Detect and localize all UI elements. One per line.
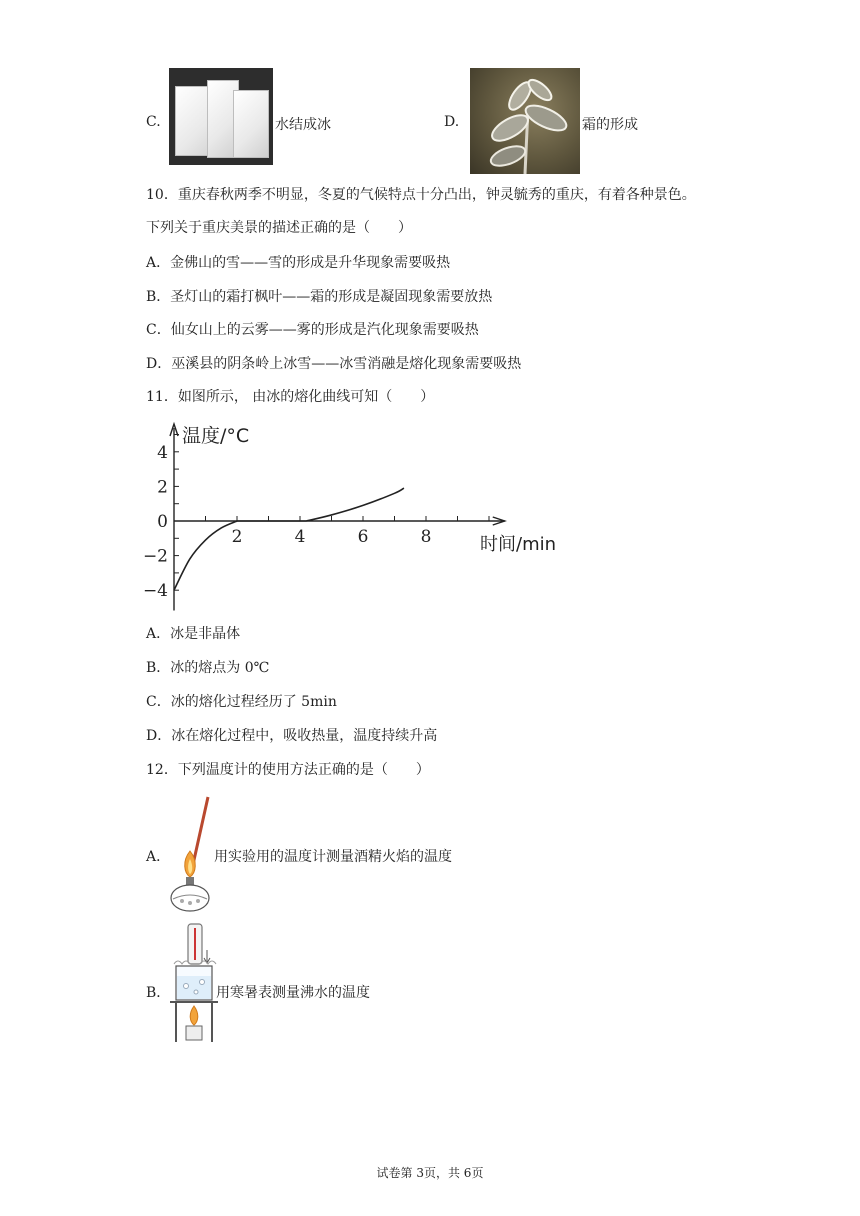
y-tick-label: −4 xyxy=(142,581,168,602)
q12-option-b-text: 用寒暑表测量沸水的温度 xyxy=(216,985,370,1001)
option-d-text: 霜的形成 xyxy=(582,117,638,133)
x-tick-label: 4 xyxy=(294,527,306,547)
q11-option-c: C．冰的熔化过程经历了 5min xyxy=(146,694,337,710)
melting-curve-segment xyxy=(306,488,404,521)
q10-stem-line1: 10．重庆春秋两季不明显，冬夏的气候特点十分凸出，钟灵毓秀的重庆，有着各种景色。 xyxy=(146,187,696,203)
y-tick-label: 4 xyxy=(157,442,168,463)
option-c-text: 水结成冰 xyxy=(275,117,331,133)
x-tick-label: 8 xyxy=(420,527,432,547)
q11-option-b: B．冰的熔点为 0℃ xyxy=(146,660,270,676)
q10-option-a: A．金佛山的雪——雪的形成是升华现象需要吸热 xyxy=(146,255,451,271)
x-tick-label: 6 xyxy=(357,527,369,547)
q12-option-a-letter: A． xyxy=(146,849,171,865)
melting-curve-segment xyxy=(174,521,237,590)
q12-stem: 12．下列温度计的使用方法正确的是（ ） xyxy=(146,762,430,778)
q11-option-a: A．冰是非晶体 xyxy=(146,626,241,642)
q11-option-d: D．冰在熔化过程中，吸收热量，温度持续升高 xyxy=(146,728,438,744)
option-d-letter: D. xyxy=(444,114,460,130)
x-axis-label: 时间/min xyxy=(480,534,557,555)
q10-option-b: B．圣灯山的霜打枫叶——霜的形成是凝固现象需要放热 xyxy=(146,289,493,305)
y-tick-label: 0 xyxy=(157,512,168,532)
frost-leaves-image xyxy=(470,68,580,174)
chart-axes xyxy=(170,424,505,611)
q12-option-a-text: 用实验用的温度计测量酒精火焰的温度 xyxy=(214,849,452,865)
y-tick-label: −2 xyxy=(142,546,168,567)
chart-lines xyxy=(174,488,404,590)
y-tick-label: 2 xyxy=(157,477,168,498)
chart-ticks xyxy=(143,435,489,602)
q11-stem: 11．如图所示， 由冰的熔化曲线可知（ ） xyxy=(146,389,435,405)
q10-option-d: D．巫溪县的阴条岭上冰雪——冰雪消融是熔化现象需要吸热 xyxy=(146,356,522,372)
ice-melting-chart xyxy=(142,420,566,615)
y-axis-label: 温度/°C xyxy=(182,425,250,447)
option-c-letter: C. xyxy=(146,114,161,130)
thermometer-in-boiling-water-image xyxy=(166,922,222,1044)
page-footer: 试卷第 3页，共 6页 xyxy=(376,1166,484,1180)
thermometer-in-flame-image xyxy=(168,795,214,913)
q10-option-c: C．仙女山上的云雾——雾的形成是汽化现象需要吸热 xyxy=(146,322,479,338)
ice-blocks-image xyxy=(169,68,273,165)
x-tick-label: 2 xyxy=(231,527,243,547)
q10-stem-line2: 下列关于重庆美景的描述正确的是（ ） xyxy=(146,220,412,236)
q12-option-b-letter: B． xyxy=(146,985,171,1001)
